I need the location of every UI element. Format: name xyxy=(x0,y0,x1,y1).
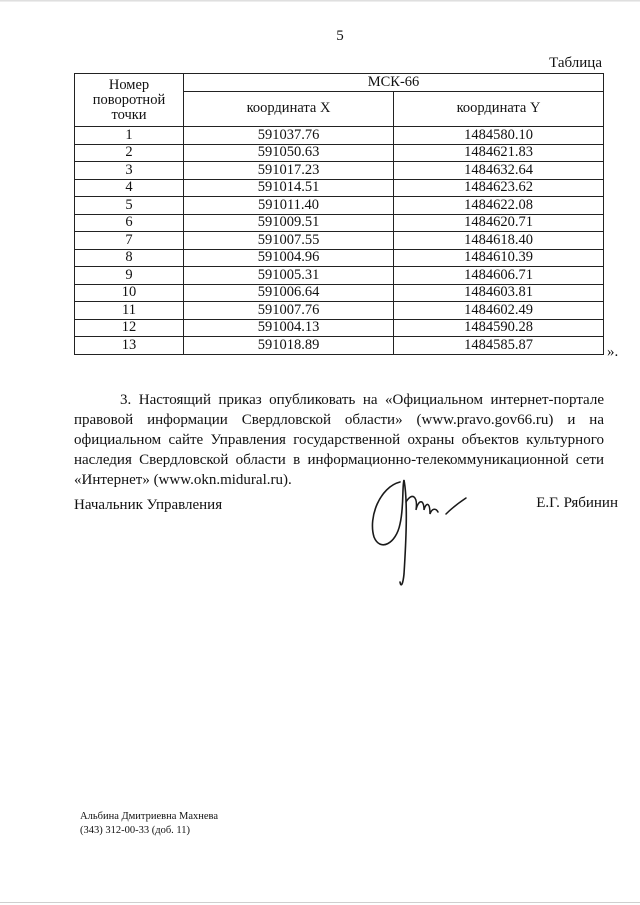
cell-point-number: 9 xyxy=(75,267,184,285)
closing-quote-mark: ». xyxy=(607,344,619,360)
table-row xyxy=(75,127,604,145)
cell-y: 1484580.10 xyxy=(394,127,604,145)
cell-x: 591037.76 xyxy=(184,127,394,145)
header-coordinate-system: МСК-66 xyxy=(184,74,604,92)
scan-top-edge xyxy=(0,0,640,2)
page-number: 5 xyxy=(336,28,344,44)
contact-phone: (343) 312-00-33 (доб. 11) xyxy=(80,825,191,836)
coordinates-table-body xyxy=(75,127,604,355)
cell-y: 1484602.49 xyxy=(394,302,604,320)
cell-y: 1484590.28 xyxy=(394,319,604,337)
cell-y: 1484632.64 xyxy=(394,162,604,180)
cell-point-number: 7 xyxy=(75,232,184,250)
handwritten-signature xyxy=(360,462,480,592)
cell-point-number: 13 xyxy=(75,337,184,355)
cell-point-number: 8 xyxy=(75,249,184,267)
coordinates-table xyxy=(74,73,604,355)
table-row xyxy=(75,284,604,302)
cell-x: 591007.55 xyxy=(184,232,394,250)
cell-y: 1484603.81 xyxy=(394,284,604,302)
cell-x: 591018.89 xyxy=(184,337,394,355)
cell-x: 591017.23 xyxy=(184,162,394,180)
table-row xyxy=(75,319,604,337)
scan-bottom-edge xyxy=(0,902,640,903)
cell-y: 1484622.08 xyxy=(394,197,604,215)
table-row xyxy=(75,249,604,267)
table-row xyxy=(75,302,604,320)
signer-title: Начальник Управления xyxy=(74,497,223,513)
cell-y: 1484623.62 xyxy=(394,179,604,197)
cell-y: 1484621.83 xyxy=(394,144,604,162)
table-row xyxy=(75,232,604,250)
cell-x: 591005.31 xyxy=(184,267,394,285)
table-row xyxy=(75,214,604,232)
table-row xyxy=(75,144,604,162)
table-row xyxy=(75,197,604,215)
cell-point-number: 10 xyxy=(75,284,184,302)
cell-x: 591050.63 xyxy=(184,144,394,162)
cell-point-number: 11 xyxy=(75,302,184,320)
cell-point-number: 6 xyxy=(75,214,184,232)
cell-x: 591007.76 xyxy=(184,302,394,320)
table-row xyxy=(75,337,604,355)
cell-y: 1484585.87 xyxy=(394,337,604,355)
cell-point-number: 4 xyxy=(75,179,184,197)
cell-x: 591014.51 xyxy=(184,179,394,197)
table-row xyxy=(75,179,604,197)
contact-name: Альбина Дмитриевна Махнева xyxy=(80,811,219,822)
cell-point-number: 12 xyxy=(75,319,184,337)
table-row xyxy=(75,162,604,180)
cell-x: 591004.13 xyxy=(184,319,394,337)
cell-y: 1484620.71 xyxy=(394,214,604,232)
cell-x: 591011.40 xyxy=(184,197,394,215)
contact-block xyxy=(80,810,218,838)
table-row xyxy=(75,267,604,285)
cell-y: 1484618.40 xyxy=(394,232,604,250)
header-coordinate-x: координата X xyxy=(184,92,394,127)
cell-point-number: 2 xyxy=(75,144,184,162)
cell-y: 1484610.39 xyxy=(394,249,604,267)
header-point-number: Номер поворотной точки xyxy=(75,74,184,127)
publication-paragraph: 3. Настоящий приказ опубликовать на «Официальном интернет-портале правовой информации Свердловской области» (www.pravo.gov66.ru) и на официальном сайте Управления государственной охраны объектов культурного наследия Свердловской области в информационно-телекоммуникационной сети «Интернет» (www.okn.midural.ru). xyxy=(74,392,604,488)
cell-x: 591009.51 xyxy=(184,214,394,232)
cell-y: 1484606.71 xyxy=(394,267,604,285)
table-caption: Таблица xyxy=(549,55,602,71)
cell-point-number: 5 xyxy=(75,197,184,215)
cell-x: 591006.64 xyxy=(184,284,394,302)
cell-point-number: 1 xyxy=(75,127,184,145)
signer-name: Е.Г. Рябинин xyxy=(536,495,618,511)
cell-point-number: 3 xyxy=(75,162,184,180)
header-coordinate-y: координата Y xyxy=(394,92,604,127)
cell-x: 591004.96 xyxy=(184,249,394,267)
